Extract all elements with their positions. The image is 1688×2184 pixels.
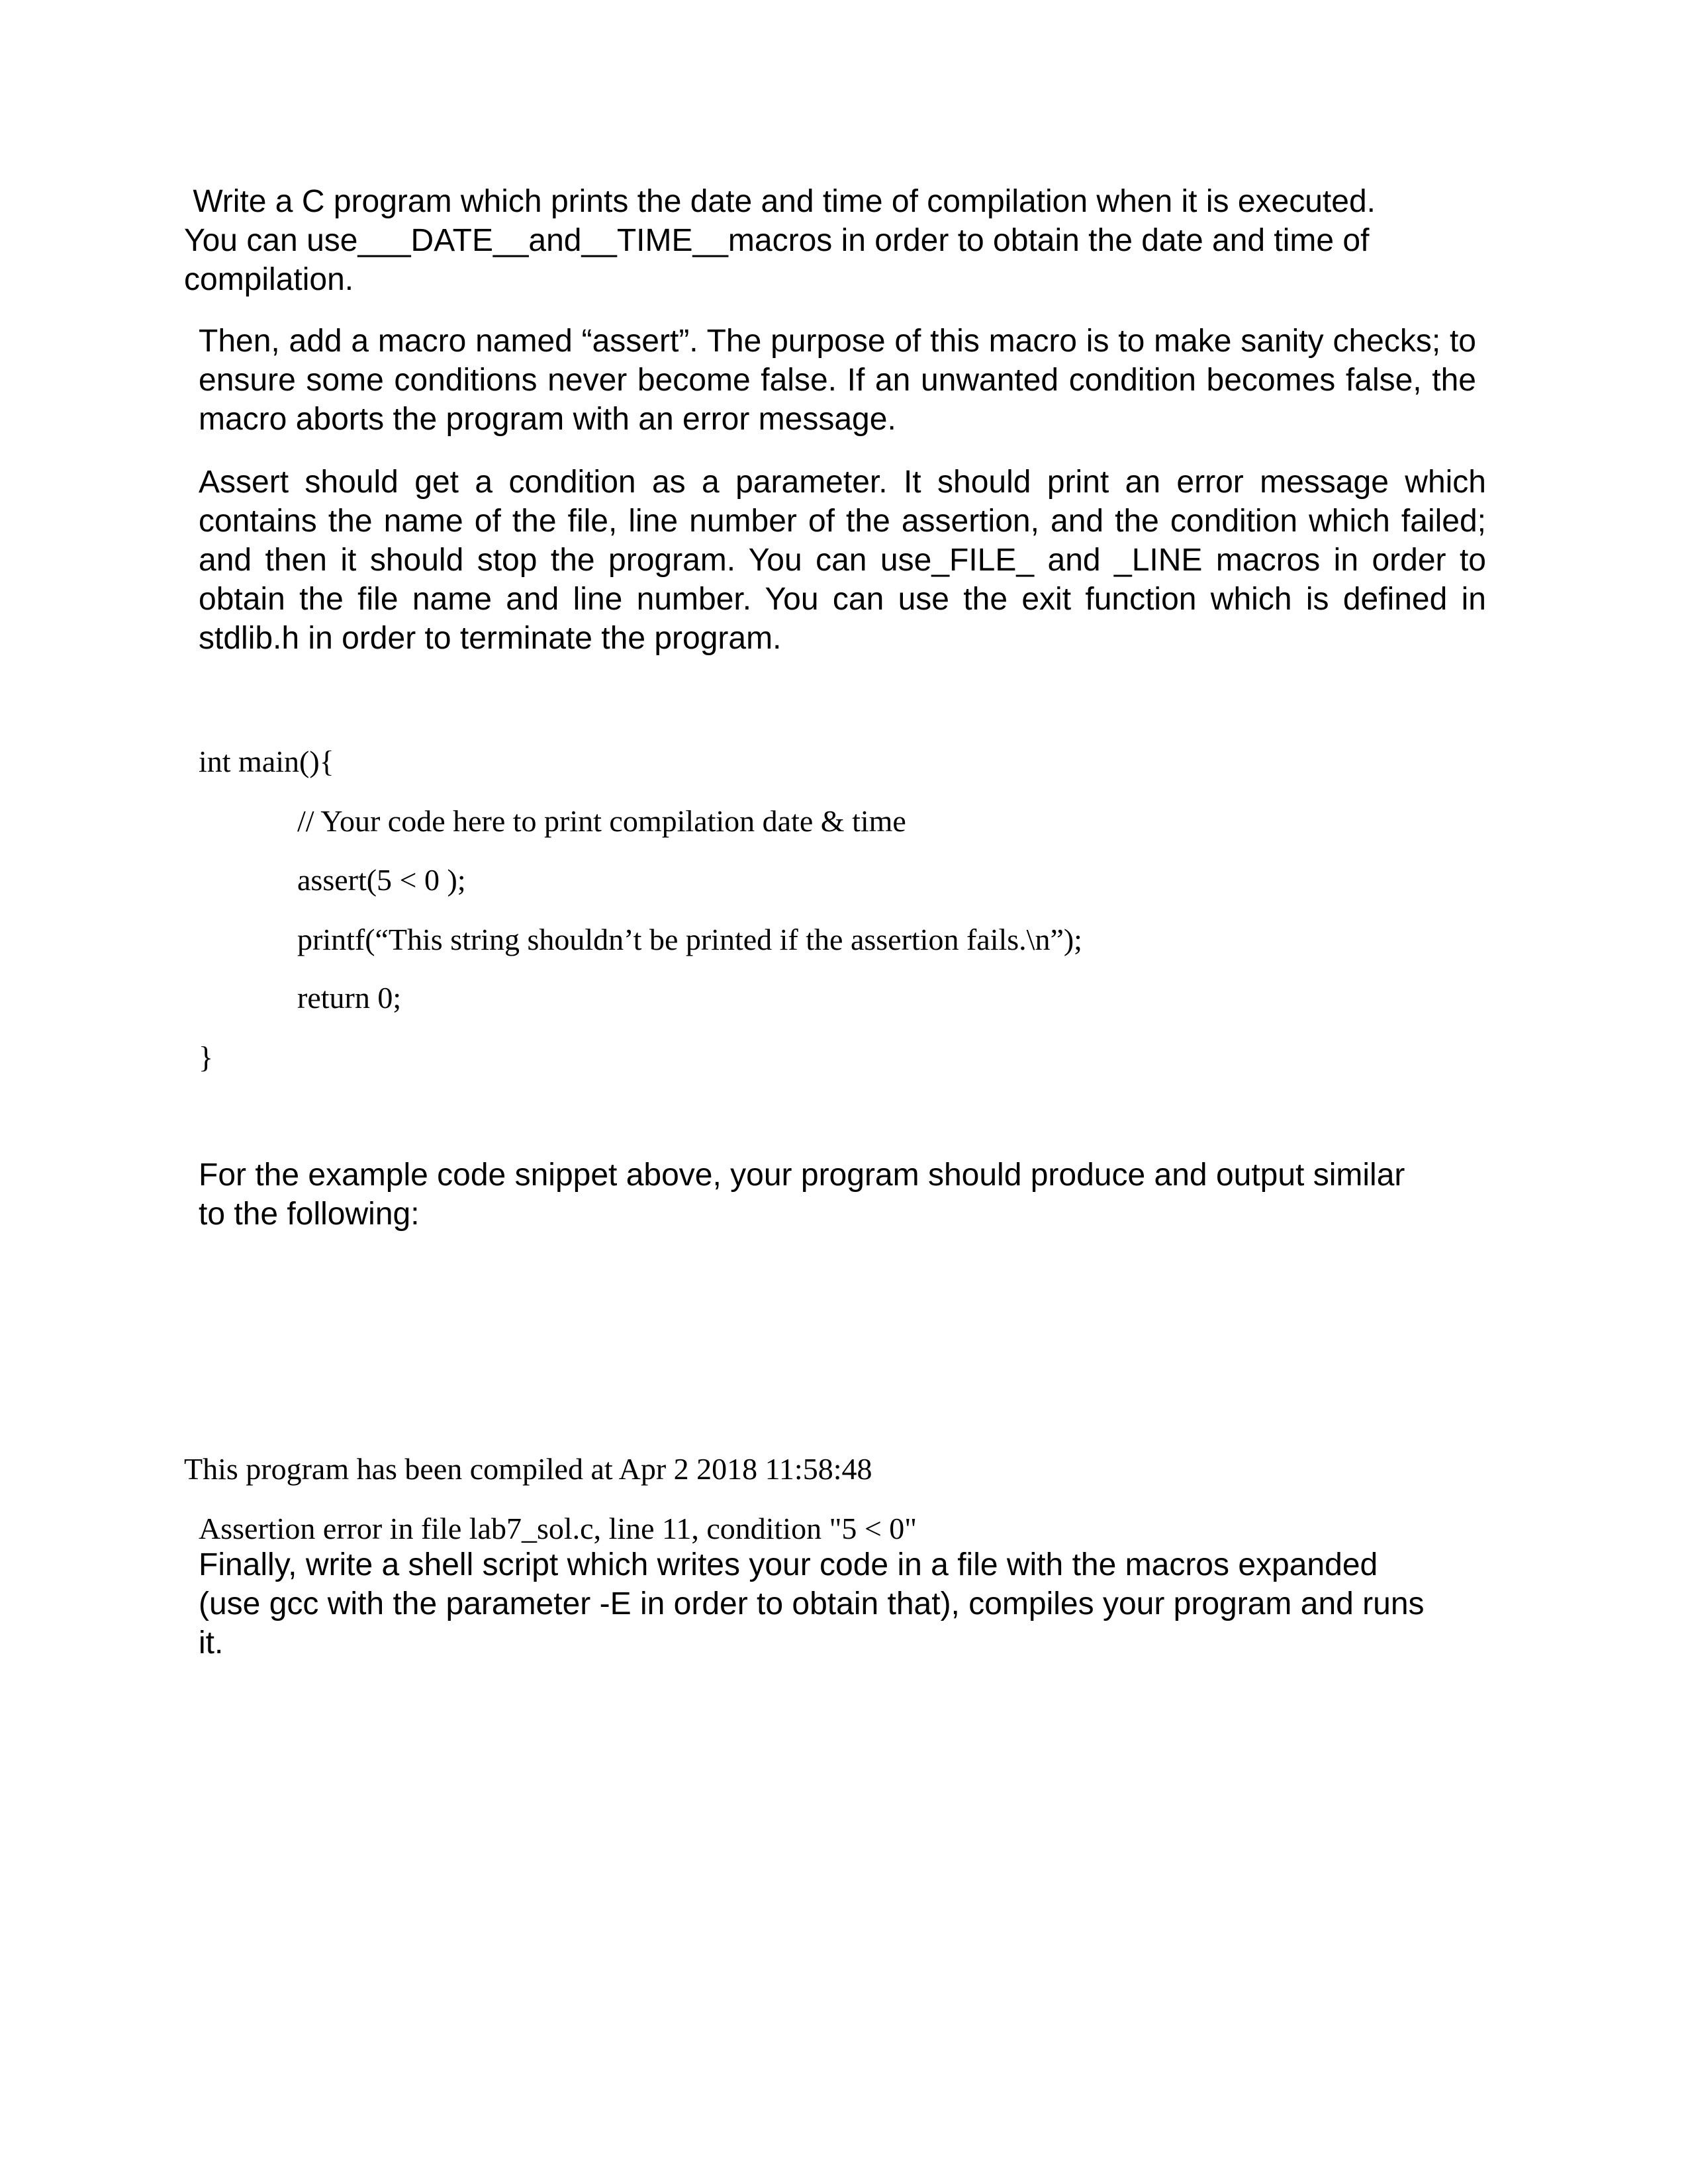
- final-line-1: Finally, write a shell script which writes your code in a file with the macros expanded: [199, 1547, 1378, 1582]
- assert-details-paragraph: Assert should get a condition as a parameter. It should print an error message which contains the name of the file, line number of the assertion, and the condition which failed; and then it should stop the program. You can use_FILE_ and _LINE macros in order to obtain the file name and line number. You can use the exit function which is defined in stdlib.h in order to terminate the program.: [199, 465, 1486, 656]
- code-line-close-brace: }: [199, 1040, 214, 1074]
- final-line-2: (use gcc with the parameter -E in order to obtain that), compiles your program and runs: [199, 1586, 1425, 1621]
- final-paragraph: [199, 1545, 1556, 1662]
- output-assertion-line: Assertion error in file lab7_sol.c, line 11, condition "5 < 0": [199, 1512, 917, 1545]
- code-line-main: int main(){: [199, 745, 334, 778]
- intro-line-1: Write a C program which prints the date and time of compilation when it is executed.: [184, 184, 1376, 219]
- code-line-printf: printf(“This string shouldn’t be printed if the assertion fails.\n”);: [297, 923, 1082, 956]
- intro-line-3: compilation.: [184, 262, 354, 297]
- code-line-assert: assert(5 < 0 );: [297, 863, 466, 897]
- code-line-return: return 0;: [297, 981, 402, 1015]
- intro-paragraph: [184, 182, 1508, 299]
- intro-line-2: You can use___DATE__and__TIME__macros in order to obtain the date and time of: [184, 223, 1370, 258]
- example-paragraph: [199, 1156, 1523, 1234]
- final-line-3: it.: [199, 1625, 224, 1661]
- example-line-1: For the example code snippet above, your program should produce and output similar: [199, 1158, 1405, 1193]
- assert-intro-paragraph: Then, add a macro named “assert”. The purpose of this macro is to make sanity checks; to ensure some conditions never become false. If an unwanted condition becomes false, the macro aborts the program with an error message.: [199, 324, 1476, 437]
- output-compiled-line: This program has been compiled at Apr 2 2018 11:58:48: [184, 1452, 872, 1486]
- code-line-comment: // Your code here to print compilation date & time: [297, 804, 906, 838]
- example-line-2: to the following:: [199, 1197, 420, 1232]
